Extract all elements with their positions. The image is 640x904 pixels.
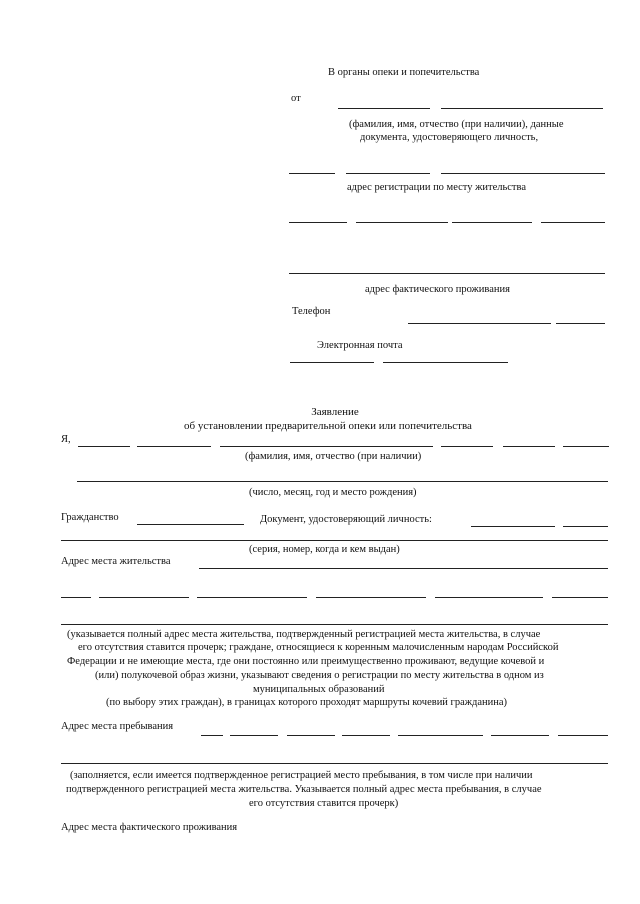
fio-line-5[interactable] — [503, 446, 555, 447]
stay-line-1a[interactable] — [201, 735, 223, 736]
residence-note-line-5: муниципальных образований — [253, 684, 385, 695]
residence-line-2c[interactable] — [197, 597, 307, 598]
email-line-1[interactable] — [290, 362, 374, 363]
from-line-1[interactable] — [338, 108, 430, 109]
residence-note-line-6: (по выбору этих граждан), в границах которого проходят маршруты кочевий гражданина) — [106, 697, 508, 708]
birth-hint: (число, месяц, год и место рождения) — [249, 487, 417, 498]
fio-hint: (фамилия, имя, отчество (при наличии) — [245, 451, 422, 462]
document-line-3[interactable] — [61, 540, 608, 541]
actual-label: Адрес места фактического проживания — [61, 822, 238, 833]
document-label: Документ, удостоверяющий личность: — [260, 514, 432, 525]
actual-address-line[interactable] — [289, 273, 605, 274]
doc-line-2[interactable] — [346, 173, 430, 174]
fio-line-6[interactable] — [563, 446, 609, 447]
document-hint: (серия, номер, когда и кем выдан) — [249, 544, 400, 555]
stay-label: Адрес места пребывания — [61, 721, 174, 732]
fio-line-2[interactable] — [137, 446, 211, 447]
residence-note-line-1: (указывается полный адрес места жительства, подтвержденный регистрацией места жительства, в случае — [67, 629, 541, 640]
document-line-1[interactable] — [471, 526, 555, 527]
citizenship-label: Гражданство — [61, 512, 119, 523]
residence-line-3[interactable] — [61, 624, 608, 625]
stay-note-line-1: (заполняется, если имеется подтвержденное регистрацией место пребывания, в том числе при наличии — [70, 770, 533, 781]
i-label: Я, — [61, 434, 71, 445]
phone-label: Телефон — [292, 306, 331, 317]
from-line-2[interactable] — [441, 108, 603, 109]
fio-line-4[interactable] — [441, 446, 493, 447]
reg-line-2[interactable] — [356, 222, 448, 223]
phone-line-1[interactable] — [408, 323, 551, 324]
stay-line-1g[interactable] — [558, 735, 608, 736]
residence-line-2a[interactable] — [61, 597, 91, 598]
fio-doc-hint-line2: документа, удостоверяющего личность, — [360, 132, 539, 143]
addressee: В органы опеки и попечительства — [328, 67, 480, 78]
stay-note-line-2: подтвержденного регистрацией места жительства. Указывается полный адрес места пребывания, в случае — [66, 784, 542, 795]
stay-line-1f[interactable] — [491, 735, 549, 736]
stay-line-1e[interactable] — [398, 735, 483, 736]
from-label: от — [291, 93, 301, 104]
birth-line[interactable] — [77, 481, 608, 482]
reg-line-4[interactable] — [541, 222, 605, 223]
email-line-2[interactable] — [383, 362, 508, 363]
stay-line-1b[interactable] — [230, 735, 278, 736]
doc-line-1[interactable] — [289, 173, 335, 174]
doc-line-3[interactable] — [441, 173, 605, 174]
citizenship-line[interactable] — [137, 524, 244, 525]
reg-line-3[interactable] — [452, 222, 532, 223]
residence-note-line-4: (или) полукочевой образ жизни, указывают сведения о регистрации по месту жительства в одном из — [95, 670, 544, 681]
fio-line-1[interactable] — [78, 446, 130, 447]
document-title: Заявление — [311, 406, 359, 418]
stay-line-1d[interactable] — [342, 735, 390, 736]
actual-address-hint: адрес фактического проживания — [365, 284, 510, 295]
residence-line-2d[interactable] — [316, 597, 426, 598]
residence-note-line-2: его отсутствия ставится прочерк; граждане, относящиеся к коренным малочисленным народам Российской — [78, 642, 559, 653]
stay-note-line-3: его отсутствия ставится прочерк) — [249, 798, 399, 809]
residence-line-2b[interactable] — [99, 597, 189, 598]
residence-line-1[interactable] — [199, 568, 608, 569]
fio-line-3[interactable] — [220, 446, 433, 447]
document-line-2[interactable] — [563, 526, 608, 527]
residence-note-line-3: Федерации и не имеющие места, где они постоянно или преимущественно проживают, ведущие кочевой и — [67, 656, 545, 667]
document-subtitle: об установлении предварительной опеки или попечительства — [184, 420, 472, 432]
stay-line-1c[interactable] — [287, 735, 335, 736]
email-label: Электронная почта — [317, 340, 403, 351]
fio-doc-hint-line1: (фамилия, имя, отчество (при наличии), данные — [349, 119, 564, 130]
residence-line-2f[interactable] — [552, 597, 608, 598]
stay-line-2[interactable] — [61, 763, 608, 764]
phone-line-2[interactable] — [556, 323, 605, 324]
residence-label: Адрес места жительства — [61, 556, 171, 567]
reg-line-1[interactable] — [289, 222, 347, 223]
residence-line-2e[interactable] — [435, 597, 543, 598]
reg-address-hint: адрес регистрации по месту жительства — [347, 182, 526, 193]
